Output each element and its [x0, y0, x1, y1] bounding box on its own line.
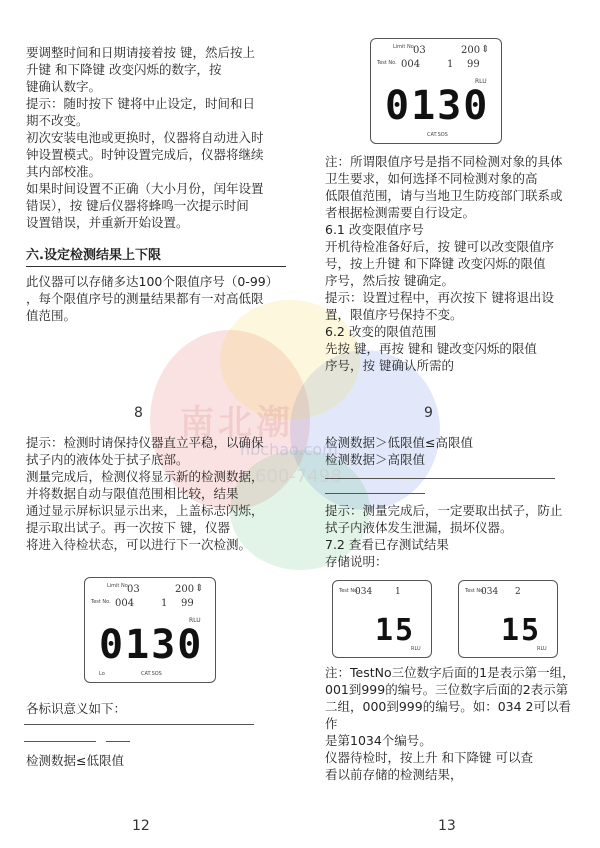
text-line: 检测数据≤低限值 — [26, 753, 124, 768]
text-line: 初次安装电池或更换时，仪器将自动进入时 — [26, 130, 264, 145]
lcd-unit: RLU — [475, 78, 487, 85]
page-number: 8 — [134, 405, 143, 421]
lcd-big-number: 0130 — [99, 622, 204, 668]
lcd-display — [84, 577, 216, 683]
section-heading: 六.设定检测结果上下限 — [26, 247, 286, 267]
lcd-value: 034 — [481, 587, 499, 597]
lcd-unit: RLU — [537, 646, 547, 652]
text-line: 开机待检准备好后，按 键可以改变限值序 — [325, 239, 554, 254]
text-line: 提示：检测时请保持仪器直立平稳，以确保 — [26, 435, 264, 450]
divider — [24, 741, 96, 742]
watermark-url: nbchao.com — [240, 440, 338, 459]
divider — [24, 724, 254, 725]
text-line: 注：所谓限值序号是指不同检测对象的具体 — [325, 154, 563, 169]
text-line: 设置错误，并重新开始设置。 — [26, 215, 189, 230]
legend-last — [26, 752, 286, 769]
lcd-label: Test No. — [91, 599, 111, 605]
lcd-big-number: 15 — [501, 613, 542, 648]
updown-icon: ⇕ — [481, 44, 490, 55]
text-line: 存储说明： — [325, 554, 388, 569]
lcd-value: 99 — [181, 598, 194, 609]
text-line: 测量完成后，检测仪将显示新的检测数据， — [26, 469, 264, 484]
lcd-value: 2 — [515, 587, 521, 597]
divider — [106, 741, 130, 742]
text-line: 值范围。 — [26, 308, 77, 323]
divider — [325, 478, 555, 479]
text-line: 要调整时间和日期请接着按 键，然后按上 — [26, 45, 255, 60]
text-line: 通过显示屏标识显示出来，上盖标志闪烁， — [26, 503, 264, 518]
lcd-label: Limit No. — [393, 44, 416, 50]
lcd-footer: Lo — [99, 671, 105, 677]
text-line: 仪器待检时，按上升 和下降键 可以查 — [325, 750, 533, 765]
text-line: 拭子内的液体处于拭子底部。 — [26, 452, 189, 467]
lcd-display — [370, 38, 502, 144]
text-line: 提示：设置过程中，再次按下 键将退出设 — [325, 290, 554, 305]
text-line: 升键 和下降键 改变闪烁的数字，按 — [26, 62, 222, 77]
watermark-text: 南北潮 — [180, 403, 294, 443]
text-line: 序号，按 键确认所需的 — [325, 358, 454, 373]
text-line: 者根据检测需要自行设定。 — [325, 205, 476, 220]
text-line: 先按 键，再按 键和 键改变闪烁的限值 — [325, 341, 537, 356]
lcd-display-group-2 — [458, 580, 558, 658]
lcd-value: 004 — [115, 598, 135, 609]
right-top-text — [325, 153, 580, 374]
text-line: 注：TestNo三位数字后面的1是表示第一组， — [325, 665, 575, 680]
lcd-label: Test No. — [377, 60, 397, 66]
right-bottom-text-c — [325, 664, 580, 783]
text-line: ，每个限值序号的测量结果都有一对高低限 — [26, 291, 264, 306]
right-bottom-text-a — [325, 434, 580, 468]
text-line: 错误），按 键后仪器将蜂鸣一次提示时间 — [26, 198, 249, 213]
lcd-value: 200 — [461, 45, 481, 56]
text-line: 是第1034个编号。 — [325, 733, 432, 748]
text-line: 提示：随时按下 键将中止设定，时间和日 — [26, 96, 255, 111]
lcd-label: Test No. — [339, 588, 359, 594]
text-line: 其内部校准。 — [26, 164, 102, 179]
lcd-footer: CAT.SOS — [427, 132, 448, 138]
text-line: 提示：测量完成后，一定要取出拭子，防止 — [325, 503, 563, 518]
lcd-footer: CAT.SOS — [141, 671, 162, 677]
lcd-value: 03 — [413, 45, 426, 56]
text-line: 键确认数字。 — [26, 79, 102, 94]
legend-block — [26, 700, 286, 717]
page-number: 9 — [424, 405, 433, 421]
text-line: 钟设置模式。时钟设置完成后，仪器将继续 — [26, 147, 264, 162]
lcd-value: 034 — [355, 587, 373, 597]
lcd-big-number: 15 — [375, 613, 416, 648]
text-line: 低限值范围，请与当地卫生防疫部门联系或 — [325, 188, 563, 203]
divider — [325, 493, 425, 494]
lcd-value: 1 — [447, 59, 454, 70]
lcd-unit: RLU — [411, 646, 421, 652]
legend-title: 各标识意义如下： — [26, 701, 127, 716]
text-line: 如果时间设置不正确（大小月份，闰年设置 — [26, 181, 264, 196]
left-top-text — [26, 44, 286, 324]
lcd-big-number: 0130 — [385, 83, 490, 129]
text-line: 7.2 查看已存测试结果 — [325, 537, 449, 552]
text-line: 6.1 改变限值序号 — [325, 222, 424, 237]
text-line: 检测数据＞高限值 — [325, 452, 426, 467]
text-line: 拭子内液体发生泄漏，损坏仪器。 — [325, 520, 513, 535]
lcd-label: Limit No. — [107, 583, 130, 589]
text-line: 提示取出试子。再一次按下 键，仪器 — [26, 520, 230, 535]
lcd-display-group-1 — [332, 580, 432, 658]
text-line: 看以前存储的检测结果， — [325, 767, 463, 782]
text-line: 检测数据＞低限值≤高限值 — [325, 435, 473, 450]
text-line: 并将数据自动与限值范围相比较，结果 — [26, 486, 239, 501]
page-number: 12 — [132, 818, 150, 834]
text-line: 此仪器可以存储多达100个限值序号（0-99） — [26, 274, 279, 289]
text-line: 001到999的编号。三位数字后面的2表示第 — [325, 682, 569, 697]
text-line: 号，按上升键 和下降键 改变闪烁的限值 — [325, 256, 546, 271]
text-line: 置，限值序号保持不变。 — [325, 307, 463, 322]
text-line: 二组，000到999的编号。如：034 2可以看作 — [325, 699, 572, 731]
left-bottom-text — [26, 434, 286, 553]
text-line: 6.2 改变的限值范围 — [325, 324, 437, 339]
lcd-value: 004 — [401, 59, 421, 70]
text-line: 序号，然后按 键确定。 — [325, 273, 454, 288]
page-number: 13 — [438, 818, 456, 834]
lcd-value: 03 — [127, 584, 140, 595]
updown-icon: ⇕ — [195, 583, 204, 594]
right-bottom-text-b — [325, 502, 580, 570]
lcd-unit: RLU — [189, 617, 201, 624]
lcd-label: Test No. — [465, 588, 485, 594]
text-line: 卫生要求，如何选择不同检测对象的高 — [325, 171, 538, 186]
lcd-value: 1 — [395, 587, 401, 597]
lcd-value: 200 — [175, 584, 195, 595]
watermark-phone: 600-7498 — [255, 466, 342, 487]
text-line: 期不改变。 — [26, 113, 89, 128]
lcd-value: 1 — [161, 598, 168, 609]
text-line: 将进入待检状态，可以进行下一次检测。 — [26, 537, 252, 552]
lcd-value: 99 — [467, 59, 480, 70]
